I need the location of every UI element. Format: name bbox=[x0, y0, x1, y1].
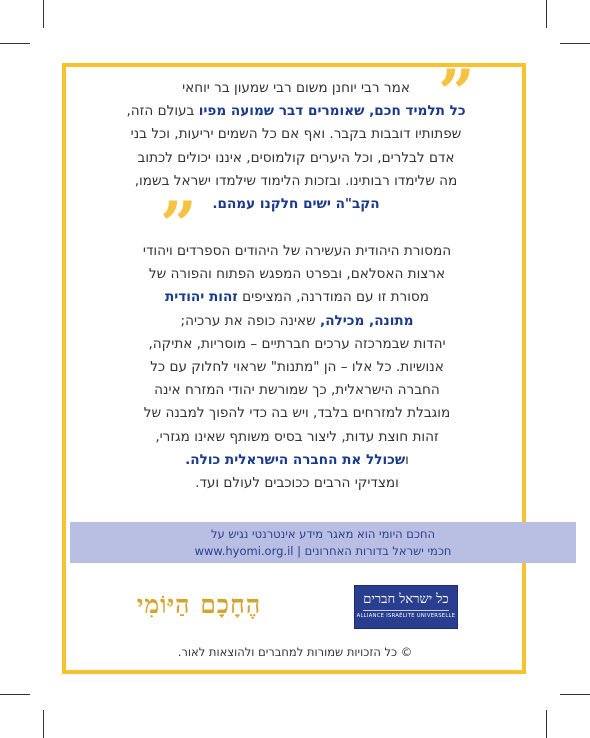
highlighted-text: זהות יהודית bbox=[164, 289, 238, 306]
main-line bbox=[92, 379, 502, 402]
main-line bbox=[92, 310, 502, 333]
body-text: זהות חוצת עדות, ליצור בסיס משותף שאינו מגזרי, bbox=[155, 428, 439, 445]
body-text: שפתותיו דובבות בקבר. ואף אם כל השמים יריעות, וכל בני bbox=[130, 126, 462, 143]
crop-mark bbox=[43, 710, 44, 738]
main-line bbox=[92, 333, 502, 356]
main-line bbox=[92, 402, 502, 425]
aiu-logo-hebrew: כל ישראל חברים bbox=[363, 592, 449, 607]
body-text: בעולם הזה, bbox=[126, 103, 199, 120]
main-paragraph bbox=[92, 240, 502, 495]
crop-mark bbox=[560, 43, 590, 44]
aiu-logo bbox=[354, 585, 458, 629]
crop-mark bbox=[560, 694, 590, 695]
quote-line bbox=[96, 123, 496, 146]
body-text: ומצדיקי הרבים ככוכבים לעולם ועד. bbox=[195, 475, 399, 492]
main-line bbox=[92, 356, 502, 379]
info-line-1: החכם היומי הוא מאגר מידע אינטרנטי נגיש על bbox=[210, 527, 436, 541]
main-line bbox=[92, 240, 502, 263]
crop-mark bbox=[0, 43, 30, 44]
body-text: שאינה כופה את ערכיה; bbox=[180, 312, 321, 329]
info-band bbox=[70, 522, 576, 563]
main-line bbox=[92, 449, 502, 472]
copyright-notice: © כל הזכויות שמורות למחברים ולהוצאות לאור. bbox=[177, 645, 413, 659]
aiu-logo-english: ALLIANCE ISRAÉLITE UNIVERSELLE bbox=[356, 613, 456, 619]
hyomi-logo-text: הֶחָכָם הַיּוֹמִי bbox=[136, 590, 262, 619]
body-text: המסורת היהודית העשירה של היהודים הספרדים ויהודי bbox=[142, 243, 452, 259]
body-text: ארצות האסלאם, ובפרט המפגש הפתוח והפורה של bbox=[148, 266, 446, 283]
crop-mark bbox=[0, 694, 30, 695]
body-text: מסורת זו עם המודרנה, המציפים bbox=[237, 289, 429, 306]
body-text: אנושיות. כל אלו – הן "מתנות" שראוי לחלוק עם כל bbox=[150, 359, 444, 376]
quote-line bbox=[96, 147, 496, 170]
main-line bbox=[92, 263, 502, 286]
hyomi-logo bbox=[134, 590, 264, 628]
highlighted-text: הקב"ה ישים חלקנו עמהם. bbox=[212, 196, 380, 213]
quote-line bbox=[96, 77, 496, 100]
main-line bbox=[92, 286, 502, 309]
highlighted-text: שכולל את החברה הישראלית כולה. bbox=[185, 451, 406, 468]
quote-line bbox=[96, 100, 496, 123]
open-quote-icon: ” bbox=[438, 56, 475, 131]
crop-mark bbox=[43, 0, 44, 28]
main-line bbox=[92, 472, 502, 495]
quote-line bbox=[96, 193, 496, 216]
crop-mark bbox=[546, 710, 547, 738]
quote-line bbox=[96, 170, 496, 193]
body-text: אדם לבלרים, וכל היערים קולמוסים, איננו יכולים לכתוב bbox=[137, 149, 455, 166]
body-text: ו bbox=[405, 451, 409, 468]
close-quote-icon: ” bbox=[160, 188, 197, 263]
body-text: יהדות שבמרכזה ערכים חברתיים – מוסריות, אתיקה, bbox=[148, 335, 446, 352]
body-text: מוגבלת למזרחים בלבד, ויש בה כדי להפוך למבנה של bbox=[143, 405, 451, 422]
body-text: החברה הישראלית, כך שמורשת יהודי המזרח אינה bbox=[154, 382, 440, 399]
aiu-logo-divider bbox=[363, 610, 449, 611]
crop-mark bbox=[546, 0, 547, 28]
info-line-2: חכמי ישראל בדורות האחרונים | www.hyomi.org.il bbox=[194, 544, 452, 558]
body-text: אמר רבי יוחנן משום רבי שמעון בר יוחאי bbox=[182, 80, 410, 96]
highlighted-text: מתונה, מכילה, bbox=[320, 312, 414, 329]
main-line bbox=[92, 426, 502, 449]
talmud-quote bbox=[96, 77, 496, 216]
body-text: מה שלימדו רבותינו. ובזכות הלימוד שילמדו ישראל בשמו, bbox=[134, 172, 458, 189]
highlighted-text: כל תלמיד חכם, שאומרים דבר שמועה מפיו bbox=[198, 103, 466, 120]
